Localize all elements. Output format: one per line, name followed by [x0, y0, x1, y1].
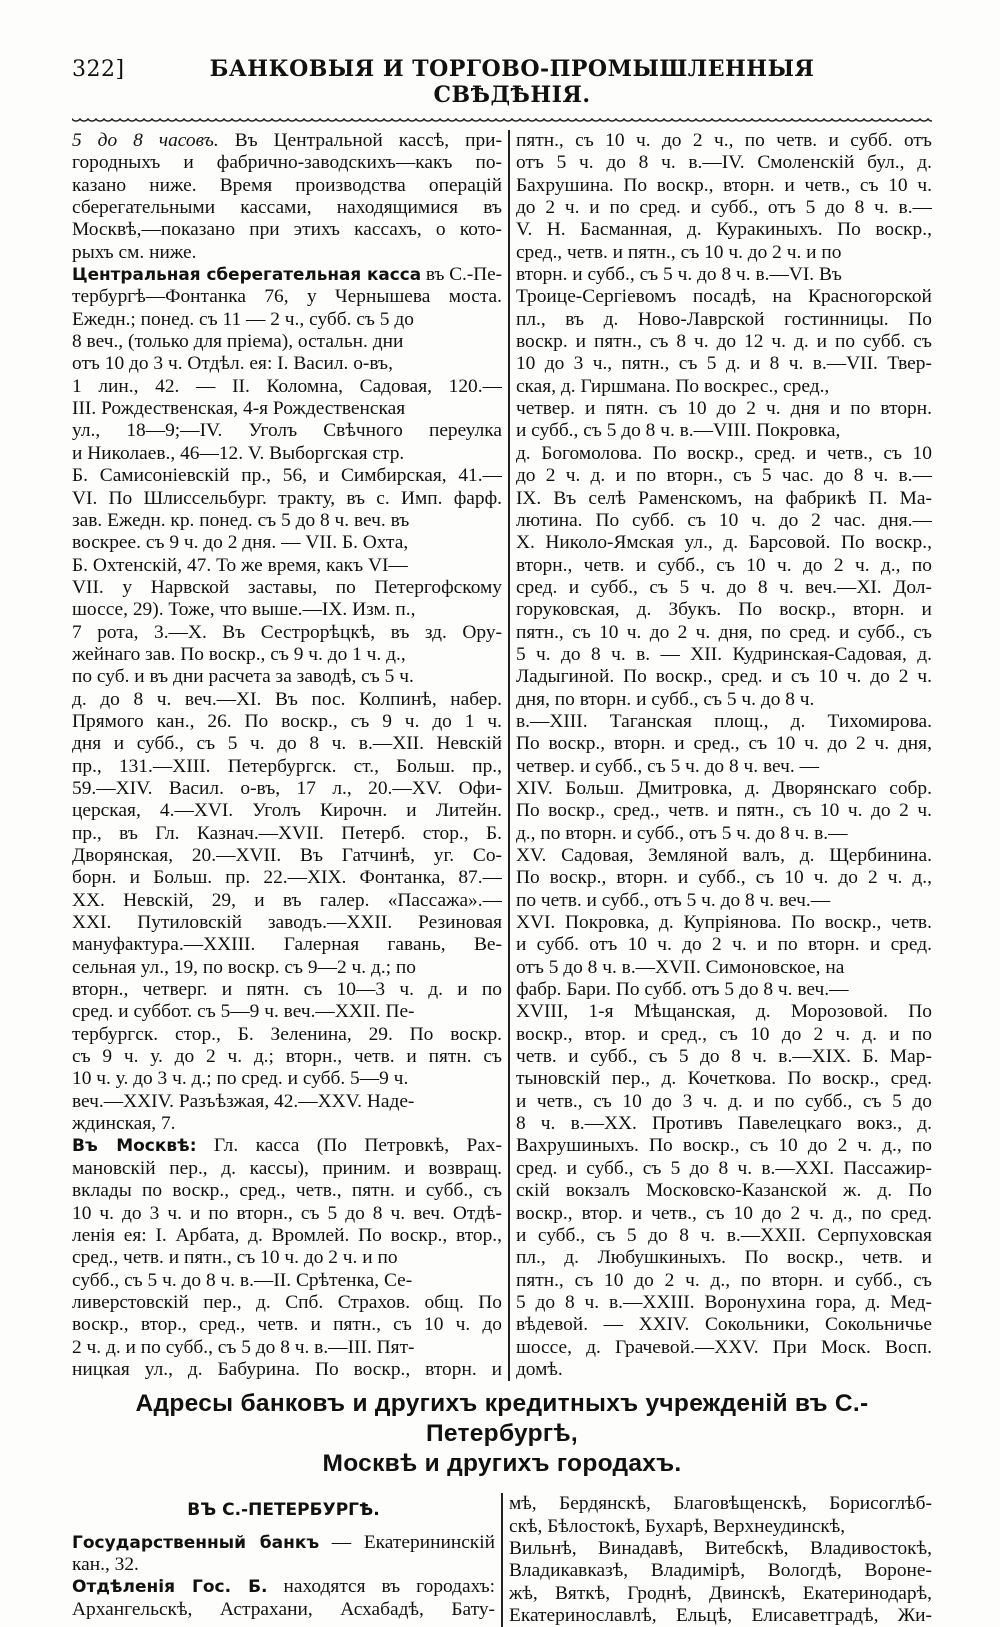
city-heading: ВЪ С.-ПЕТЕРБУРГѢ.	[187, 1500, 380, 1521]
text-line: ская, д. Гиршмана. По воскрес., сред.,	[515, 375, 830, 397]
text-line: и субб., съ 5 до 8 ч. в.—XXII. Серпуховская	[515, 1224, 932, 1246]
text-line	[72, 711, 502, 733]
line-text: вклады по воскр., сред., четв., пятн. и субб., съ	[72, 1180, 502, 1202]
text-line: Вахрушиныхъ. По воскр., съ 10 до 2 ч. д., по	[515, 1135, 932, 1157]
line-text: жейнаго зав. По воскр., съ 9 ч. до 1 ч. д.,	[72, 643, 406, 665]
line-text: пр., въ Гл. Казнач.—XVII. Петерб. стор., Б.	[72, 822, 502, 844]
text-line: сред., четв. и пятн., съ 10 ч. до 2 ч. и по	[515, 241, 842, 263]
text-line: XVI. Покровка, д. Купріянова. По воскр., четв.	[515, 912, 932, 934]
line-text: зав. Ежедн. кр. понед. съ 5 до 8 ч. веч. въ	[72, 509, 410, 531]
line-text: Архангельскѣ, Астрахани, Асхабадѣ, Бату-	[72, 1598, 495, 1620]
text-line: XV. Садовая, Земляной валъ, д. Щербинина.	[515, 845, 932, 866]
line-text: Ежедн.; понед. съ 11 — 2 ч., субб. съ 5 до	[72, 308, 414, 330]
text-line: XIV. Больш. Дмитровка, д. Дворянскаго собр.	[515, 777, 932, 799]
line-text: воскрее. съ 9 ч. до 2 дня. — VII. Б. Охта,	[72, 532, 409, 554]
line-text: вторн., четверг. и пятн. съ 10—3 ч. д. и по	[72, 979, 502, 1001]
text-line	[72, 599, 502, 621]
text-line: четвер. и пятн. съ 10 до 2 ч. дня и по вторн.	[515, 398, 932, 420]
page-number: 322]	[72, 57, 125, 82]
line-text: отъ 10 до 3 ч. Отдѣл. ея: I. Васил. о-въ,	[72, 353, 393, 375]
text-line: и субб. отъ 10 ч. до 2 ч. и по вторн. и сред.	[515, 934, 932, 956]
line-text: Дворянская, 20.—XVII. Въ Гатчинѣ, уг. Со-	[72, 845, 502, 866]
running-title: БАНКОВЫЯ И ТОРГОВО-ПРОМЫШЛЕННЫЯ СВѢДѢНІЯ.	[209, 56, 815, 108]
text-line: по четв. и субб., отъ 5 ч. до 8 ч. веч.—	[515, 889, 831, 911]
text-line	[72, 465, 502, 487]
header-wavy-rule	[72, 118, 932, 128]
running-header	[72, 52, 932, 108]
line-text: Москвѣ,—показано при этихъ кассахъ, о кото-	[72, 219, 502, 241]
text-line	[72, 1046, 502, 1068]
line-text: VI. По Шлиссельбург. тракту, въ с. Имп. фарф.	[72, 487, 502, 509]
text-line	[72, 823, 502, 845]
text-line: 10 до 3 ч., пятн., съ 5 д. и 8 ч. в.—VII. Твер-	[515, 353, 932, 375]
line-text: съ 9 ч. у. до 2 ч. д.; вторн., четв. и пятн. съ	[72, 1046, 502, 1068]
text-line	[72, 778, 502, 800]
text-line: отъ 5 до 8 ч. в.—XVII. Симоновское, на	[515, 956, 845, 978]
italic-lead: 5 до 8 часовъ.	[72, 130, 219, 151]
line-text: воскр., втор., сред., четв. и пятн., съ 10 ч. до	[72, 1314, 502, 1336]
section-title-line-1: Адресы банковъ и другихъ кредитныхъ учрежденій въ С.-Петербургѣ,	[135, 1390, 869, 1448]
text-line: шоссе, д. Грачевой.—XXV. При Моск. Восп.	[515, 1336, 932, 1358]
line-text: — Екатерининскій	[319, 1531, 495, 1553]
line-text: 10 ч. у. до 3 ч. д.; по сред. и субб. 5—9 ч.	[72, 1068, 409, 1090]
text-line	[72, 1203, 502, 1225]
text-line	[72, 1337, 502, 1359]
text-line: вторн., четв. и субб., съ 10 ч. до 2 ч. д., по	[515, 554, 932, 576]
bottom-left-column	[72, 1493, 501, 1627]
text-line	[72, 1024, 502, 1046]
text-line	[72, 1135, 502, 1157]
text-line	[72, 130, 502, 152]
line-text: городныхъ и фабрично-заводскихъ—какъ по-	[72, 152, 502, 174]
text-line: пл., д. Любушкиныхъ. По воскр., четв. и	[515, 1247, 932, 1269]
line-text: сред. и суббот. съ 5—9 ч. веч.—XXII. Пе-	[72, 1001, 415, 1023]
text-line	[72, 353, 502, 375]
line-text: рыхъ см. ниже.	[72, 241, 197, 263]
text-line	[72, 1554, 495, 1576]
text-line	[72, 912, 502, 934]
text-line	[72, 420, 502, 442]
line-text: церская, 4.—XVI. Уголъ Кирочн. и Литейн.	[72, 800, 502, 822]
text-line: лютина. По субб. съ 10 ч. до 2 час. дня.—	[515, 509, 932, 531]
line-text: VII. у Нарвской заставы, по Петергофскому	[72, 576, 502, 598]
text-line: четв. и субб., съ 5 до 8 ч. в.—XIX. Б. Мар-	[515, 1046, 932, 1068]
text-line	[72, 1292, 502, 1314]
line-text: XX. Невскій, 29, и въ галер. «Пассажа».—	[72, 889, 502, 911]
text-line	[72, 666, 502, 688]
text-line: и субб., съ 5 до 8 ч. в.—VIII. Покровка,	[515, 420, 841, 442]
line-text: кан., 32.	[72, 1553, 139, 1575]
text-line: скій вокзалъ Московско-Казанской ж. д. По	[515, 1180, 932, 1202]
line-text: Въ Центральной кассѣ, при-	[218, 130, 502, 151]
text-line: пятн., съ 10 до 2 ч. д., по вторн. и субб., съ	[515, 1269, 932, 1291]
text-line	[72, 264, 502, 286]
text-line: Ладыгиной. По воскр., сред. и съ 10 ч. до 2 ч.	[515, 666, 932, 688]
line-text: Гл. касса (По Петровкѣ, Рах-	[196, 1135, 502, 1157]
line-text: 7 рота, 3.—X. Въ Сестрорѣцкѣ, въ зд. Ору-	[72, 621, 502, 643]
line-text: 2 ч. д. и по субб., съ 5 до 8 ч. в.—III. Пят-	[72, 1336, 415, 1358]
text-line	[72, 1247, 502, 1269]
line-text: казано ниже. Время производства операцій	[72, 174, 502, 196]
line-text: Б. Охтенскій, 47. То же время, какъ VI—	[72, 554, 408, 576]
line-text: дня и субб., съ 5 ч. до 8 ч. в.—XII. Невскій	[72, 733, 502, 755]
left-column	[72, 130, 508, 1381]
line-text: мановскій пер., д. кассы), приним. и возвращ.	[72, 1157, 502, 1179]
text-line	[72, 286, 502, 308]
text-line	[72, 1270, 502, 1292]
text-line: V. Н. Басманная, д. Куракиныхъ. По воскр.,	[515, 219, 932, 241]
line-text: находятся въ городахъ:	[267, 1576, 495, 1598]
text-line: сред. и субб., съ 5 ч. до 8 ч. веч.—XI. Дол-	[515, 576, 932, 598]
text-line	[72, 309, 502, 331]
text-line	[72, 1314, 502, 1336]
line-text: субб., съ 5 ч. до 8 ч. в.—II. Срѣтенка, Се-	[72, 1269, 413, 1291]
text-line: жѣ, Вяткѣ, Гроднѣ, Двинскѣ, Екатеринодарѣ,	[508, 1582, 932, 1604]
right-column	[510, 130, 932, 1381]
line-text: сельная ул., 19, по воскр. съ 9—2 ч. д.; по	[72, 956, 416, 978]
text-line	[72, 1158, 502, 1180]
text-line: XVIII, 1-я Мѣщанская, д. Морозовой. По	[515, 1001, 932, 1023]
text-line	[72, 488, 502, 510]
text-line	[72, 197, 502, 219]
line-text: ленія ея: I. Арбата, д. Вромлей. По воскр., втор.,	[72, 1224, 502, 1246]
text-line: Владикавказѣ, Владимірѣ, Вологдѣ, Вороне-	[508, 1560, 932, 1582]
text-line	[72, 577, 502, 599]
text-line: мѣ, Бердянскѣ, Благовѣщенскѣ, Борисоглѣб-	[508, 1493, 932, 1515]
text-line	[72, 689, 502, 711]
text-line: По воскр., вторн. и сред., съ 10 ч. до 2 ч. дня,	[515, 733, 932, 755]
text-line	[72, 219, 502, 241]
line-text: 1 лин., 42. — II. Коломна, Садовая, 120.—	[72, 375, 502, 397]
line-text: мануфактура.—XXIII. Галерная гавань, Ве-	[72, 934, 502, 956]
bold-heading: Въ Москвѣ:	[72, 1136, 197, 1157]
text-line	[72, 1599, 495, 1621]
text-line	[72, 175, 502, 197]
line-text: ливерстовскій пер., д. Спб. Страхов. общ. По	[72, 1291, 502, 1313]
text-line: 5 ч. до 8 ч. в. — XII. Кудринская-Садовая, д.	[515, 643, 932, 665]
line-text: сред., четв. и пятн., съ 10 ч. до 2 ч. и по	[72, 1247, 398, 1269]
text-line: до 2 ч. и по сред. и субб., отъ 5 до 8 ч. в.—	[515, 197, 932, 219]
bold-heading: Отдѣленія Гос. Б.	[72, 1577, 268, 1598]
text-line: воскр., втор. и сред., съ 10 до 2 ч. д. и по	[515, 1023, 932, 1045]
text-line	[72, 957, 502, 979]
text-line: домѣ.	[515, 1358, 563, 1380]
text-line	[72, 1532, 495, 1554]
text-line	[72, 1001, 502, 1023]
line-text: по суб. и въ дни расчета за заводѣ, съ 5 ч.	[72, 666, 414, 688]
text-line	[72, 890, 502, 912]
text-line	[72, 800, 502, 822]
line-text: III. Рождественская, 4-я Рождественская	[72, 398, 406, 420]
text-line	[72, 443, 502, 465]
text-line	[72, 845, 502, 867]
text-line	[72, 376, 502, 398]
bottom-left-lines	[72, 1532, 495, 1621]
line-text: пр., 131.—XIII. Петербургск. ст., Больш. пр.,	[72, 755, 502, 777]
line-text: Б. Самисоніевскій пр., 56, и Симбирская, 41.—	[72, 465, 502, 487]
text-line: По воскр., сред., четв. и пятн., съ 10 ч. до 2 ч.	[515, 800, 932, 822]
text-line: Екатеринославлѣ, Ельцѣ, Елисаветградѣ, Жи-	[508, 1604, 932, 1626]
text-line: скѣ, Бѣлостокѣ, Бухарѣ, Верхнеудинскѣ,	[508, 1515, 846, 1537]
text-line: д., по вторн. и субб., отъ 5 ч. до 8 ч. в.—	[515, 822, 848, 844]
bottom-right-column	[503, 1493, 932, 1627]
text-line: вторн. и субб., съ 5 ч. до 8 ч. в.—VI. Въ	[515, 264, 842, 286]
text-line	[72, 1180, 502, 1202]
text-line	[72, 934, 502, 956]
text-line	[72, 756, 502, 778]
text-line: фабр. Бари. По субб. отъ 5 до 8 ч. веч.—	[515, 979, 849, 1001]
text-line	[72, 867, 502, 889]
text-line: четвер. и субб., съ 5 ч. до 8 ч. веч. —	[515, 755, 819, 777]
text-line: вѣдевой. — XXIV. Сокольники, Сокольничье	[515, 1314, 932, 1336]
line-text: д. до 8 ч. веч.—XI. Въ пос. Колпинѣ, набер.	[72, 688, 502, 710]
bottom-columns	[72, 1493, 932, 1627]
text-line	[72, 1113, 502, 1135]
text-line: д. Богомолова. По воскр., сред. и четв., съ 10	[515, 442, 932, 464]
book-page	[72, 52, 932, 1626]
text-line	[72, 555, 502, 577]
text-line	[72, 510, 502, 532]
text-line: IX. Въ селѣ Раменскомъ, на фабрикѣ П. Ма-	[515, 487, 932, 509]
text-line	[72, 1068, 502, 1090]
text-line	[72, 1359, 502, 1381]
text-line: пятн., съ 10 ч. до 2 ч., по четв. и субб. отъ	[515, 130, 932, 151]
text-line	[72, 979, 502, 1001]
line-text: тербургск. стор., Б. Зеленина, 29. По воскр.	[72, 1023, 502, 1045]
text-line	[72, 532, 502, 554]
top-columns	[72, 130, 932, 1381]
line-text: ул., 18—9;—IV. Уголъ Свѣчного переулка	[72, 420, 502, 442]
line-text: сберегательными кассами, находящимися въ	[72, 197, 502, 219]
text-line	[72, 644, 502, 666]
text-line	[72, 733, 502, 755]
line-text: веч.—XXIV. Разъѣзжая, 42.—XXV. Наде-	[72, 1090, 415, 1112]
line-text: шоссе, 29). Тоже, что выше.—IX. Изм. п.,	[72, 599, 416, 621]
line-text: 10 ч. до 3 ч. и по вторн., съ 5 до 8 ч. веч. Отдѣ-	[72, 1202, 502, 1224]
text-line: отъ 5 ч. до 8 ч. в.—IV. Смоленскій бул., д.	[515, 152, 932, 174]
text-line: Троице-Сергіевомъ посадѣ, на Красногорской	[515, 286, 932, 308]
text-line: Вильнѣ, Винадавѣ, Витебскѣ, Владивостокѣ,	[508, 1537, 932, 1559]
text-line: в.—XIII. Таганская площ., д. Тихомирова.	[515, 710, 932, 732]
line-text: Прямого кан., 26. По воскр., съ 9 ч. до 1 ч.	[72, 710, 502, 732]
text-line	[72, 398, 502, 420]
text-line: тыновскій пер., д. Кочеткова. По воскр., сред.	[515, 1068, 932, 1090]
line-text: XXI. Путиловскій заводъ.—XXII. Резиновая	[72, 912, 502, 934]
line-text: 59.—XIV. Васил. о-въ, 17 л., 20.—XV. Офи-	[72, 777, 502, 799]
bold-heading: Центральная сберегательная касса	[72, 265, 422, 286]
text-line: воскр. и пятн., съ 8 ч. до 12 ч. д. и по субб. съ	[515, 331, 932, 353]
text-line: X. Николо-Ямская ул., д. Барсовой. По воскр.,	[515, 532, 932, 554]
text-line: Бахрушина. По воскр., вторн. и четв., съ 10 ч.	[515, 174, 932, 196]
line-text: ницкая ул., д. Бабурина. По воскр., вторн. и	[72, 1358, 502, 1380]
text-line: 8 ч. в.—XX. Противъ Павелецкаго вокз., д.	[515, 1113, 932, 1135]
text-line	[72, 152, 502, 174]
text-line: дня, по вторн. и субб., съ 5 ч. до 8 ч.	[515, 688, 815, 710]
text-line: и четв., съ 10 до 3 ч. д. и по субб., съ 5 до	[515, 1090, 932, 1112]
text-line: до 2 ч. д. и по вторн., съ 5 час. до 8 ч. в.—	[515, 465, 932, 487]
text-line: По воскр., вторн. и субб., съ 10 ч. до 2 ч. д.,	[515, 867, 932, 889]
text-line: горуковская, д. Збукъ. По воскр., вторн. и	[515, 599, 932, 621]
text-line: воскр., втор. и четв., съ 10 до 2 ч. д., по сред.	[515, 1202, 932, 1224]
section-title	[72, 1389, 932, 1479]
section-title-line-2: Москвѣ и другихъ городахъ.	[322, 1450, 682, 1478]
line-text: и Николаев., 46—12. V. Выборгская стр.	[72, 442, 405, 464]
text-line	[72, 622, 502, 644]
text-line	[72, 1091, 502, 1113]
text-line: пл., въ д. Ново-Лаврской гостинницы. По	[515, 308, 932, 330]
line-text: тербургѣ—Фонтанка 76, у Чернышева моста.	[72, 286, 502, 308]
line-text: борн. и Больш. пр. 22.—XIX. Фонтанка, 87.—	[72, 867, 502, 889]
text-line: сред. и субб., съ 5 до 8 ч. в.—XXI. Пассажир-	[515, 1157, 932, 1179]
line-text: ждинская, 7.	[72, 1113, 176, 1135]
text-line: пятн., съ 10 ч. до 2 ч. дня, по сред. и субб., съ	[515, 621, 932, 643]
text-line	[72, 242, 502, 264]
text-line: 5 до 8 ч. в.—XXIII. Воронухина гора, д. Мед-	[515, 1291, 932, 1313]
text-line	[72, 1576, 495, 1598]
text-line	[72, 1225, 502, 1247]
text-line	[72, 331, 502, 353]
line-text: въ С.-Пе-	[421, 264, 502, 286]
line-text: 8 веч., (только для пріема), остальн. дни	[72, 331, 404, 353]
bold-heading: Государственный банкъ	[72, 1532, 320, 1553]
